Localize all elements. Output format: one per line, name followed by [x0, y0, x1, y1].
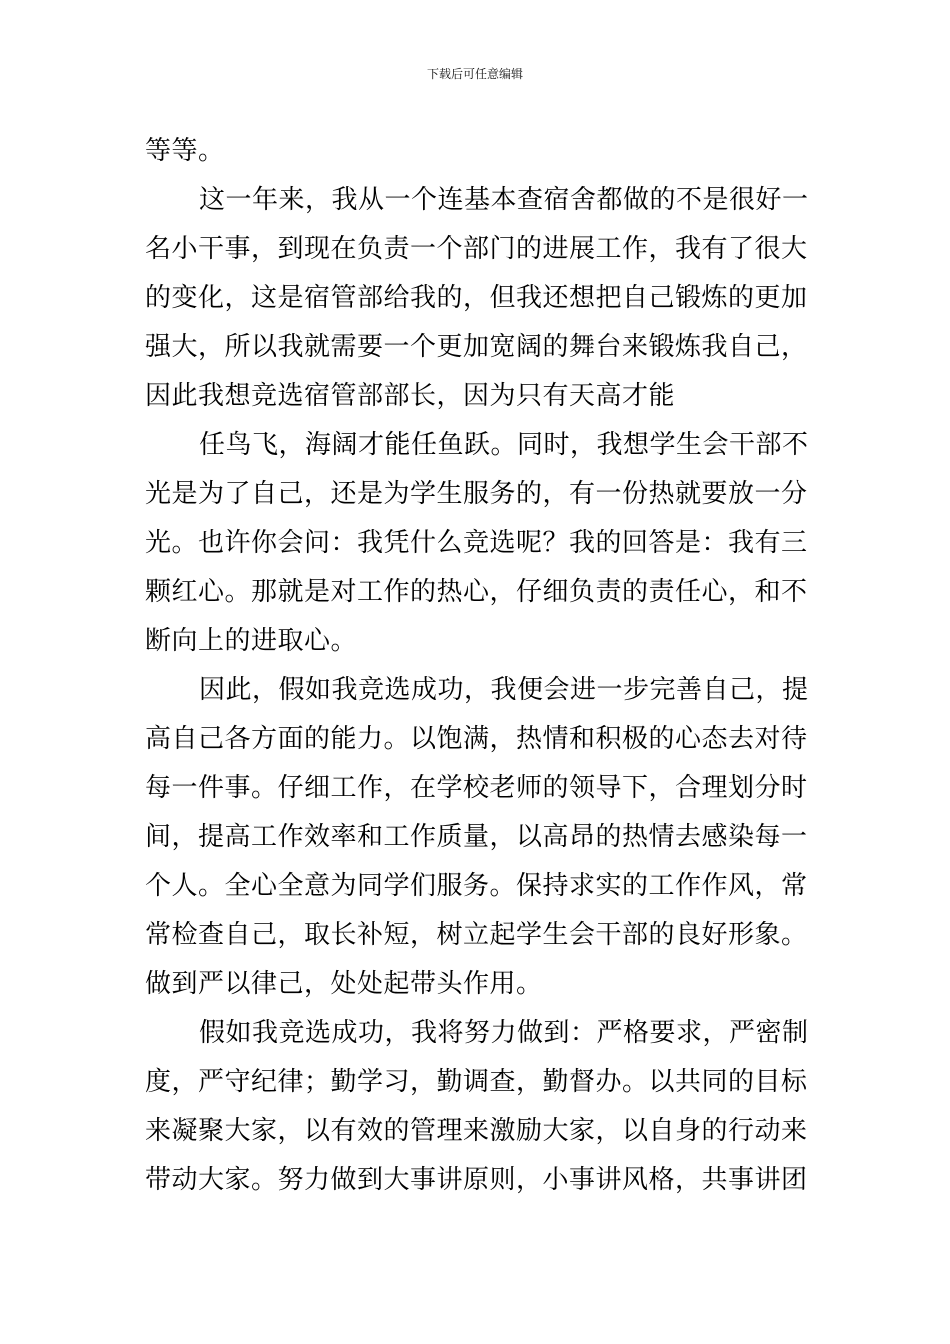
text-line: 这一年来，我从一个连基本查宿舍都做的不是很好一	[199, 185, 809, 215]
text-line: 间，提高工作效率和工作质量，以高昂的热情去感染每一	[145, 822, 808, 852]
page-header-note: 下载后可任意编辑	[426, 67, 523, 81]
text-line: 断向上的进取心。	[145, 626, 358, 656]
document-body	[145, 127, 810, 1205]
paragraph-4	[145, 666, 810, 1009]
text-line: 因此我想竞选宿管部部长，因为只有天高才能	[145, 381, 676, 411]
text-line: 光。也许你会问：我凭什么竞选呢？我的回答是：我有三	[145, 528, 808, 558]
text-line: 带动大家。努力做到大事讲原则，小事讲风格，共事讲团	[145, 1165, 808, 1195]
text-line: 常检查自己，取长补短，树立起学生会干部的良好形象。	[145, 920, 808, 950]
text-line: 个人。全心全意为同学们服务。保持求实的工作作风，常	[145, 871, 808, 901]
text-line: 做到严以律己，处处起带头作用。	[145, 969, 543, 999]
text-line: 来凝聚大家，以有效的管理来激励大家，以自身的行动来	[145, 1116, 808, 1146]
paragraph-5	[145, 1009, 810, 1205]
text-line: 度，严守纪律；勤学习，勤调查，勤督办。以共同的目标	[145, 1067, 808, 1097]
text-line: 颗红心。那就是对工作的热心，仔细负责的责任心，和不	[145, 577, 808, 607]
paragraph-3	[145, 421, 810, 666]
text-line: 任鸟飞，海阔才能任鱼跃。同时，我想学生会干部不	[199, 430, 809, 460]
text-line: 名小干事，到现在负责一个部门的进展工作，我有了很大	[145, 234, 808, 264]
paragraph-1	[145, 127, 810, 176]
paragraph-2	[145, 176, 810, 421]
text-line: 高自己各方面的能力。以饱满，热情和积极的心态去对待	[145, 724, 808, 754]
text-line: 等等。	[145, 136, 225, 166]
text-line: 假如我竞选成功，我将努力做到：严格要求，严密制	[199, 1018, 809, 1048]
text-line: 强大，所以我就需要一个更加宽阔的舞台来锻炼我自己，	[145, 332, 808, 362]
text-line: 因此，假如我竞选成功，我便会进一步完善自己，提	[199, 675, 809, 705]
text-line: 每一件事。仔细工作，在学校老师的领导下，合理划分时	[145, 773, 808, 803]
text-line: 光是为了自己，还是为学生服务的，有一份热就要放一分	[145, 479, 808, 509]
text-line: 的变化，这是宿管部给我的，但我还想把自己锻炼的更加	[145, 283, 808, 313]
